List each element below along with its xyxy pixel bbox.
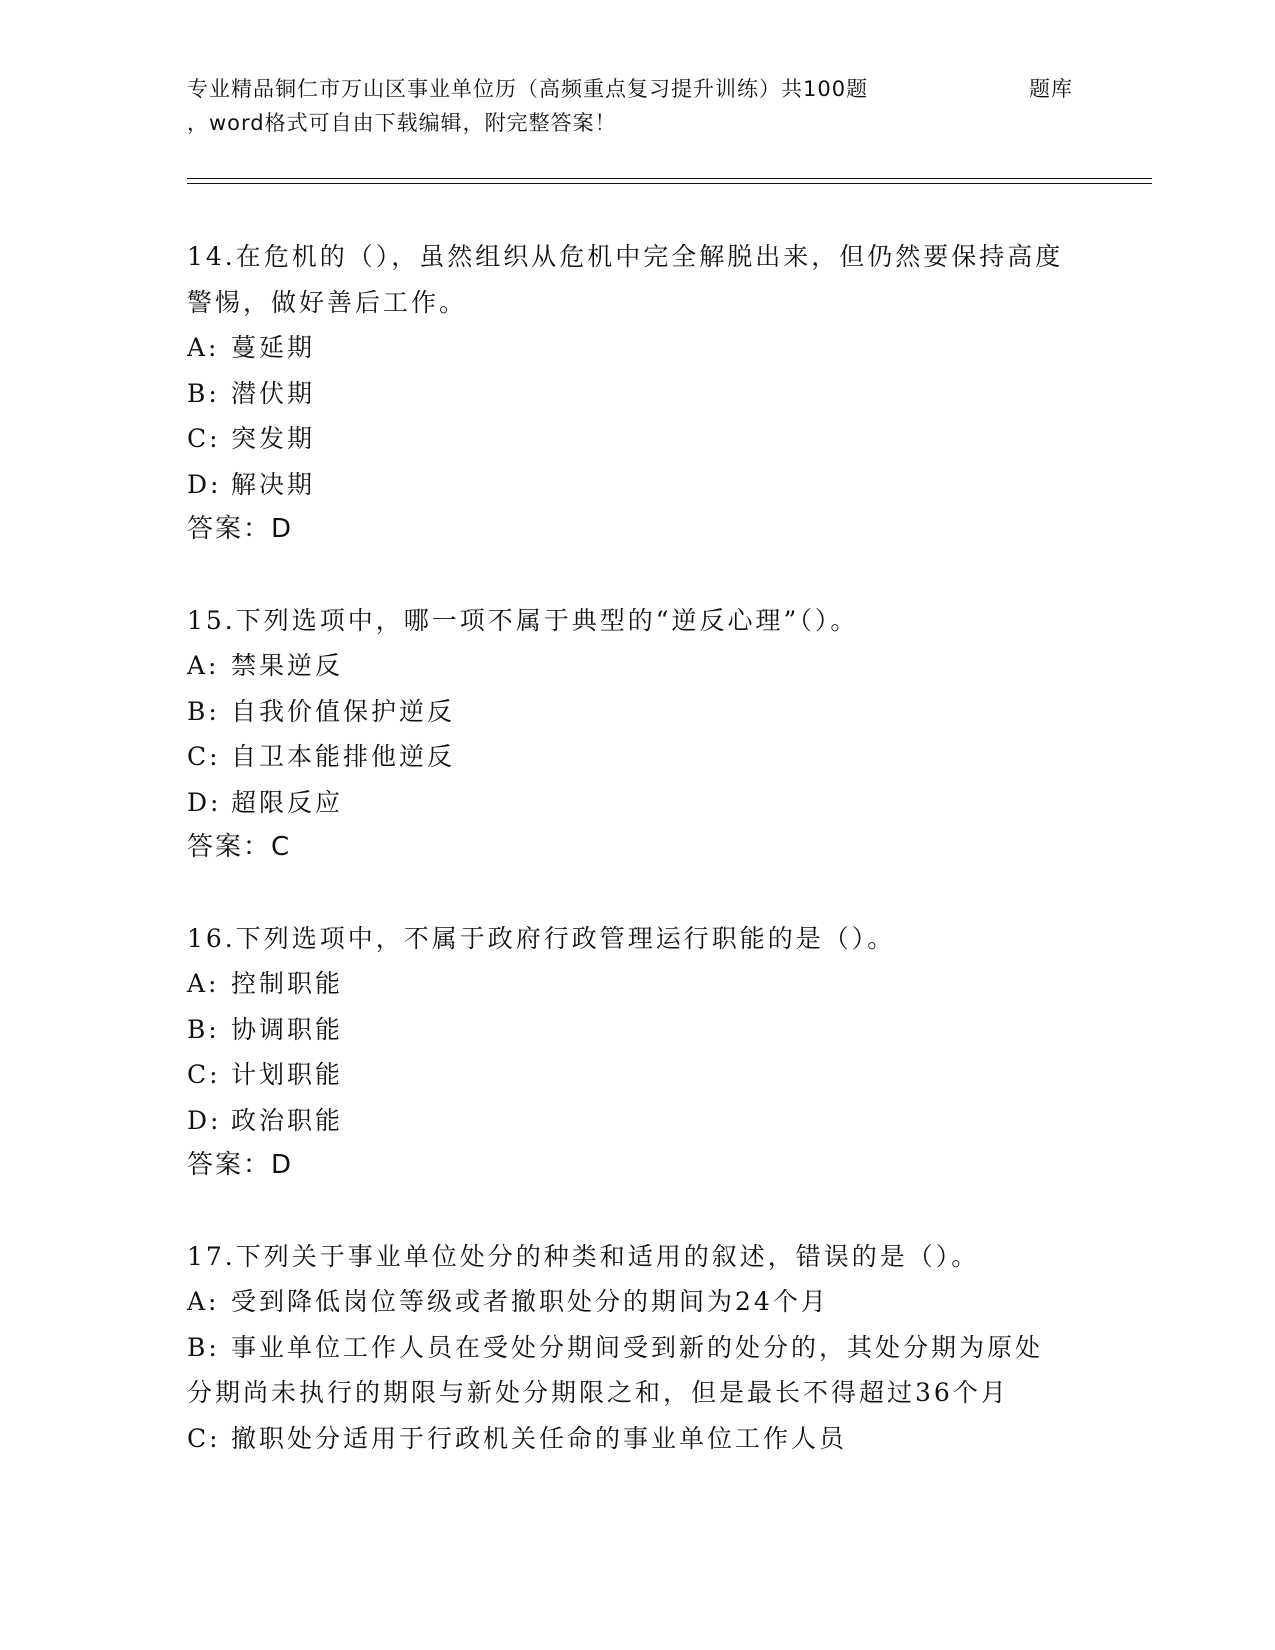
- option-key: B:: [187, 696, 220, 726]
- option-key: D:: [187, 469, 222, 499]
- question-list: [187, 234, 1087, 1506]
- question-16: [187, 916, 1087, 1189]
- option-key: D:: [187, 787, 222, 817]
- option-c: [187, 416, 1087, 462]
- question-17: [187, 1234, 1087, 1462]
- answer: 答案：D: [187, 1150, 294, 1180]
- option-key: C:: [187, 1060, 221, 1089]
- option-c: [187, 1052, 1087, 1098]
- option-b: [187, 1325, 1067, 1416]
- option-key: B:: [187, 1332, 220, 1362]
- document-title: 专业精品铜仁市万山区事业单位历（高频重点复习提升训练）共100题: [187, 77, 869, 101]
- option-key: C:: [187, 424, 221, 453]
- option-a: [187, 961, 1087, 1007]
- option-d: [187, 780, 1087, 826]
- option-key: D:: [187, 1105, 222, 1135]
- header-divider-top: [187, 178, 1152, 179]
- option-text: 潜伏期: [231, 378, 316, 408]
- option-b: [187, 1007, 1087, 1053]
- question-text: 17.下列关于事业单位处分的种类和适用的叙述，错误的是（）。: [187, 1241, 980, 1271]
- option-key: C:: [187, 742, 221, 771]
- option-text: 蔓延期: [231, 333, 316, 362]
- question-15: [187, 598, 1087, 871]
- option-key: B:: [187, 1014, 220, 1044]
- document-title-continued: ，word格式可自由下载编辑，附完整答案！: [187, 111, 617, 135]
- page-header: [187, 72, 1147, 140]
- answer: 答案：C: [187, 832, 292, 862]
- option-c: [187, 734, 1087, 780]
- option-text: 撤职处分适用于行政机关任命的事业单位工作人员: [231, 1423, 848, 1453]
- option-text: 禁果逆反: [231, 651, 344, 680]
- header-tag: 题库: [1029, 77, 1073, 101]
- option-text: 政治职能: [231, 1105, 344, 1135]
- option-text: 协调职能: [231, 1014, 344, 1044]
- option-d: [187, 1098, 1087, 1144]
- option-a: [187, 1279, 1087, 1325]
- option-key: B:: [187, 378, 220, 408]
- option-a: [187, 325, 1087, 371]
- header-line-1: [187, 72, 1147, 106]
- option-text: 控制职能: [231, 969, 344, 998]
- option-text: 自我价值保护逆反: [231, 696, 456, 726]
- option-text: 事业单位工作人员在受处分期间受到新的处分的，其处分期为原处分期尚未执行的期限与新处分期限之和，但是最长不得超过36个月: [187, 1332, 1044, 1407]
- option-text: 自卫本能排他逆反: [231, 742, 456, 771]
- answer: 答案：D: [187, 514, 294, 544]
- question-text: 15.下列选项中，哪一项不属于典型的“逆反心理”（）。: [187, 605, 859, 635]
- option-b: [187, 689, 1087, 735]
- option-text: 突发期: [231, 424, 316, 453]
- option-c: [187, 1416, 1087, 1462]
- option-text: 超限反应: [231, 787, 344, 817]
- question-text: 16.下列选项中，不属于政府行政管理运行职能的是（）。: [187, 923, 896, 953]
- option-key: A:: [187, 333, 220, 362]
- option-key: A:: [187, 651, 220, 680]
- option-key: C:: [187, 1423, 221, 1453]
- option-text: 解决期: [231, 469, 316, 499]
- option-d: [187, 462, 1087, 508]
- option-key: A:: [187, 969, 220, 998]
- question-14: [187, 234, 1087, 553]
- option-key: A:: [187, 1287, 220, 1316]
- option-a: [187, 643, 1087, 689]
- question-text: 14.在危机的（），虽然组织从危机中完全解脱出来，但仍然要保持高度警惕，做好善后工作。: [187, 242, 1064, 317]
- option-b: [187, 371, 1087, 417]
- header-divider-bottom: [187, 183, 1152, 184]
- option-text: 受到降低岗位等级或者撤职处分的期间为24个月: [231, 1287, 829, 1316]
- option-text: 计划职能: [231, 1060, 344, 1089]
